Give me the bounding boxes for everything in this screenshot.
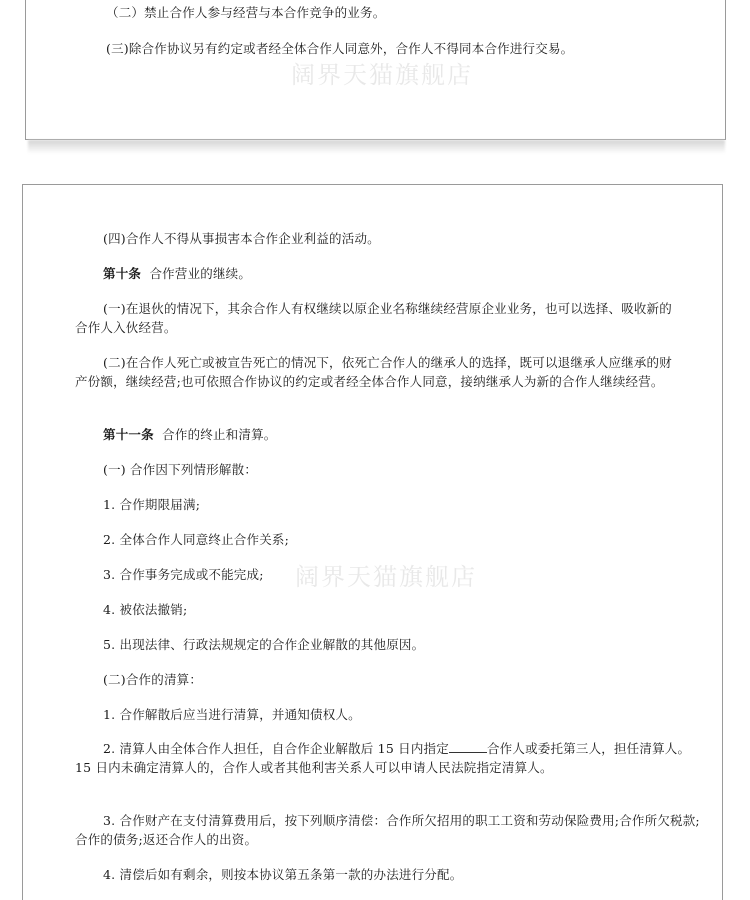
article-heading [103,264,251,283]
article-title: 合作的终止和清算。 [162,427,277,442]
list-item: 3. 合作事务完成或不能完成; [103,567,264,582]
list-item: 2. 全体合作人同意终止合作关系; [103,532,290,547]
paragraph: (三)除合作协议另有约定或者经全体合作人同意外，合作人不得同本合作进行交易。 [106,41,574,56]
watermark: 阔界天猫旗舰店 [295,563,477,591]
paragraph: (一) 合作因下列情形解散： [103,462,258,477]
paragraph: （二）禁止合作人参与经营与本合作竞争的业务。 [106,5,386,20]
article-title: 合作营业的继续。 [149,266,252,281]
list-item: 1. 合作期限届满; [103,497,201,512]
paragraph: (二)在合作人死亡或被宣告死亡的情况下，依死亡合作人的继承人的选择，既可以退继承人应继承的财产份额，继续经营;也可依照合作协议的约定或者经全体合作人同意，接纳继承人为新的合作人继续经营。 [75,355,672,389]
watermark: 阔界天猫旗舰店 [291,61,473,89]
paragraph: (一)在退伙的情况下，其余合作人有权继续以原企业名称继续经营原企业业务，也可以选择、吸收新的合作人入伙经营。 [75,301,672,335]
list-item: 5. 出现法律、行政法规规定的合作企业解散的其他原因。 [103,637,425,652]
clause-text: 2. 清算人由全体合作人担任，自合作企业解散后 15 日内指定 [103,741,449,756]
clause-text: 合作人或委托第三人，担任清算人。15 日内未确定清算人的，合作人或者其他利害关系人可以申请人民法院指定清算人。 [75,741,691,775]
paragraph: (二)合作的清算： [103,672,203,687]
list-item: 4. 清偿后如有剩余，则按本协议第五条第一款的办法进行分配。 [103,867,463,882]
article-heading [103,425,276,444]
list-item: 4. 被依法撤销; [103,602,188,617]
paragraph: 3. 合作财产在支付清算费用后，按下列顺序清偿：合作所欠招用的职工工资和劳动保险费用;合作所欠税款;合作的债务;返还合作人的出资。 [75,813,700,847]
paragraph: (四)合作人不得从事损害本合作企业利益的活动。 [103,231,380,246]
document-page [22,184,723,900]
list-item: 1. 合作解散后应当进行清算，并通知债权人。 [103,707,361,722]
document-page [25,0,726,140]
paragraph [75,739,695,777]
blank-line [449,740,487,753]
article-number: 第十条 [103,266,142,281]
page-shadow [28,140,725,154]
article-number: 第十一条 [103,427,154,442]
